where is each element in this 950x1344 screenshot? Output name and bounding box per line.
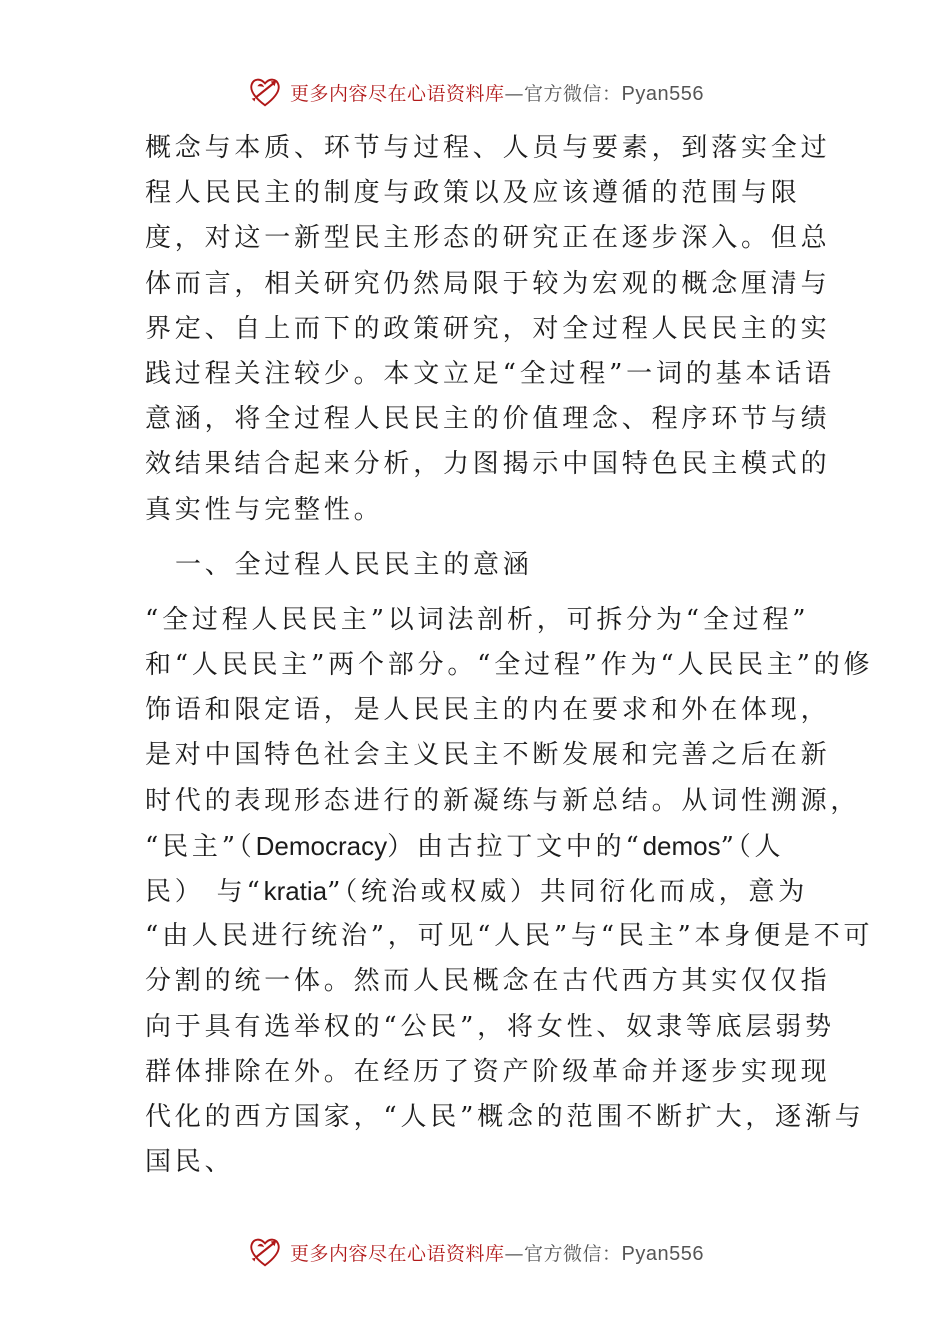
text-line-mixed bbox=[145, 869, 820, 914]
text-line: 国民、 bbox=[145, 1147, 235, 1178]
term-kratia: kratia bbox=[263, 876, 328, 906]
text-span: 民） 与“ bbox=[145, 877, 264, 907]
text-line: “由人民进行统治”，可见“人民”与“民主”本身便是不可 bbox=[145, 921, 874, 952]
text-line: 程人民民主的制度与政策以及应该遵循的范围与限 bbox=[145, 178, 801, 209]
text-line: 时代的表现形态进行的新凝练与新总结。从词性溯源， bbox=[145, 785, 861, 816]
text-line: 是对中国特色社会主义民主不断发展和完善之后在新 bbox=[145, 740, 831, 771]
footer-banner-text bbox=[290, 1239, 704, 1266]
text-line: 度，对这一新型民主形态的研究正在逐步深入。但总 bbox=[145, 223, 831, 254]
text-line: 真实性与完整性。 bbox=[145, 494, 384, 525]
footer-dash: — bbox=[504, 1242, 525, 1265]
term-democracy: Democracy bbox=[255, 830, 388, 861]
paragraph-intro bbox=[145, 126, 835, 533]
text-line: 代化的西方国家，“人民”概念的范围不断扩大，逐渐与 bbox=[145, 1101, 865, 1132]
header-brand: 更多内容尽在心语资料库 bbox=[290, 82, 505, 105]
text-line: 体而言，相关研究仍然局限于较为宏观的概念厘清与 bbox=[145, 268, 831, 299]
footer-channel: 官方微信： bbox=[524, 1242, 622, 1265]
header-wechat-id: Pyan556 bbox=[621, 82, 704, 105]
text-line: 饰语和限定语，是人民民主的内在要求和外在体现， bbox=[145, 695, 831, 726]
text-line: 效结果结合起来分析，力图揭示中国特色民主模式的 bbox=[145, 449, 831, 480]
text-line: 群体排除在外。在经历了资产阶级革命并逐步实现现 bbox=[145, 1056, 831, 1087]
text-line: 概念与本质、环节与过程、人员与要素，到落实全过 bbox=[145, 133, 831, 163]
heart-logo-icon bbox=[246, 1233, 284, 1271]
section-heading: 一、全过程人民民主的意涵 bbox=[175, 549, 533, 580]
header-channel: 官方微信： bbox=[524, 82, 622, 105]
text-line: 和“人民民主”两个部分。“全过程”作为“人民民主”的修 bbox=[145, 650, 874, 681]
paragraph-meaning bbox=[145, 598, 874, 1185]
heart-logo-icon bbox=[246, 73, 284, 111]
footer-wechat-id: Pyan556 bbox=[621, 1242, 704, 1265]
text-line: 向于具有选举权的“公民”，将女性、奴隶等底层弱势 bbox=[145, 1011, 835, 1042]
text-line: 界定、自上而下的政策研究，对全过程人民民主的实 bbox=[145, 313, 831, 344]
header-banner-text bbox=[290, 79, 704, 106]
text-span: ）由古拉丁文中的“ bbox=[387, 831, 643, 862]
footer-banner bbox=[0, 1232, 950, 1272]
term-demos: demos bbox=[642, 830, 721, 861]
header-banner bbox=[0, 72, 950, 112]
text-line: “全过程人民民主”以词法剖析，可拆分为“全过程” bbox=[145, 604, 810, 635]
text-line-mixed bbox=[145, 824, 820, 869]
header-dash: — bbox=[504, 82, 525, 105]
text-line: 分割的统一体。然而人民概念在古代西方其实仅仅指 bbox=[145, 966, 831, 997]
text-line: 践过程关注较少。本文立足“全过程”一词的基本话语 bbox=[145, 358, 835, 389]
footer-brand: 更多内容尽在心语资料库 bbox=[290, 1242, 505, 1265]
text-span: ”（人 bbox=[720, 831, 785, 862]
document-body bbox=[145, 126, 874, 1185]
text-span: “民主”（ bbox=[145, 831, 256, 862]
text-span: ”（统治或权威）共同衍化而成，意为 bbox=[327, 877, 809, 907]
text-line: 意涵，将全过程人民民主的价值理念、程序环节与绩 bbox=[145, 404, 831, 435]
